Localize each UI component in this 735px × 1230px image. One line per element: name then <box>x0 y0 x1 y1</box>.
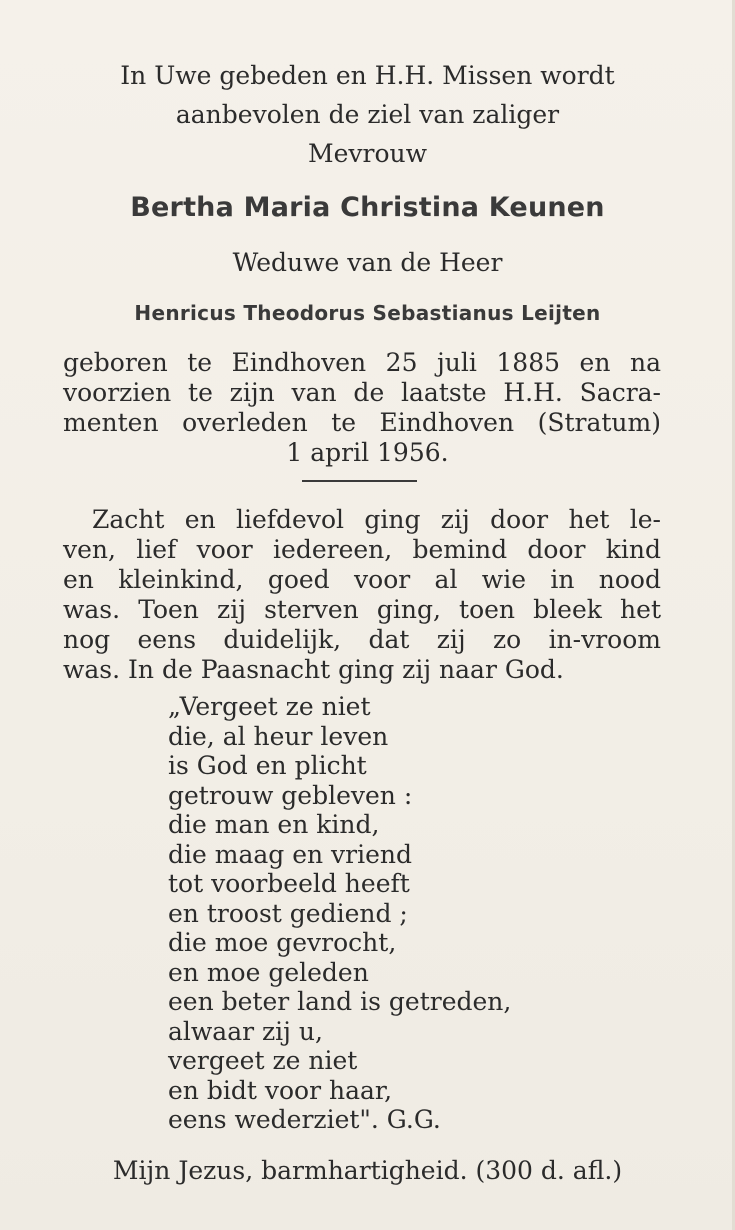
poem-line: tot voorbeeld heeft <box>168 869 410 898</box>
poem-line: en moe geleden <box>168 957 369 987</box>
poem-line: die man en kind, <box>168 810 380 839</box>
poem-line: getrouw gebleven : <box>168 780 413 810</box>
closing-prayer: Mijn Jezus, barmhartigheid. (300 d. afl.) <box>112 1156 623 1185</box>
tribute-line-4: was. Toen zij sterven ging, toen bleek het <box>63 595 661 624</box>
intro-line-3: Mevrouw <box>307 139 428 168</box>
poem <box>168 692 511 1135</box>
widow-line: Weduwe van de Heer <box>232 248 503 277</box>
poem-line: die, al heur leven <box>168 721 389 751</box>
poem-line: een beter land is getreden, <box>168 987 512 1016</box>
intro-line-2: aanbevolen de ziel van zaliger <box>175 100 560 129</box>
tribute-line-5: nog eens duidelijk, dat zij zo in-vroom <box>63 625 661 654</box>
section-divider <box>302 480 417 482</box>
tribute-line-3: en kleinkind, goed voor al wie in nood <box>63 565 661 594</box>
poem-line: die moe gevrocht, <box>168 928 397 957</box>
poem-line: alwaar zij u, <box>168 1016 323 1046</box>
poem-line: „Vergeet ze niet <box>168 692 371 721</box>
poem-line: vergeet ze niet <box>168 1046 358 1075</box>
tribute-line-2: ven, lief voor iedereen, bemind door kind <box>63 535 661 564</box>
tribute-line-1: Zacht en liefdevol ging zij door het le- <box>92 505 661 534</box>
intro-line-1: In Uwe gebeden en H.H. Missen wordt <box>120 61 615 90</box>
deceased-name: Bertha Maria Christina Keunen <box>130 192 605 223</box>
poem-line: en bidt voor haar, <box>168 1075 393 1105</box>
poem-line: en troost gediend ; <box>168 898 408 928</box>
tribute-line-6: was. In de Paasnacht ging zij naar God. <box>63 655 564 684</box>
biography-line-2: voorzien te zijn van de laatste H.H. Sacra- <box>63 378 661 407</box>
poem-line: die maag en vriend <box>168 839 413 869</box>
poem-line: is God en plicht <box>168 751 367 780</box>
biography-line-1: geboren te Eindhoven 25 juli 1885 en na <box>63 348 661 377</box>
poem-line: eens wederziet". G.G. <box>168 1105 441 1134</box>
husband-name: Henricus Theodorus Sebastianus Leijten <box>134 301 601 325</box>
death-date: 1 april 1956. <box>286 438 449 467</box>
biography-line-3: menten overleden te Eindhoven (Stratum) <box>63 408 661 437</box>
